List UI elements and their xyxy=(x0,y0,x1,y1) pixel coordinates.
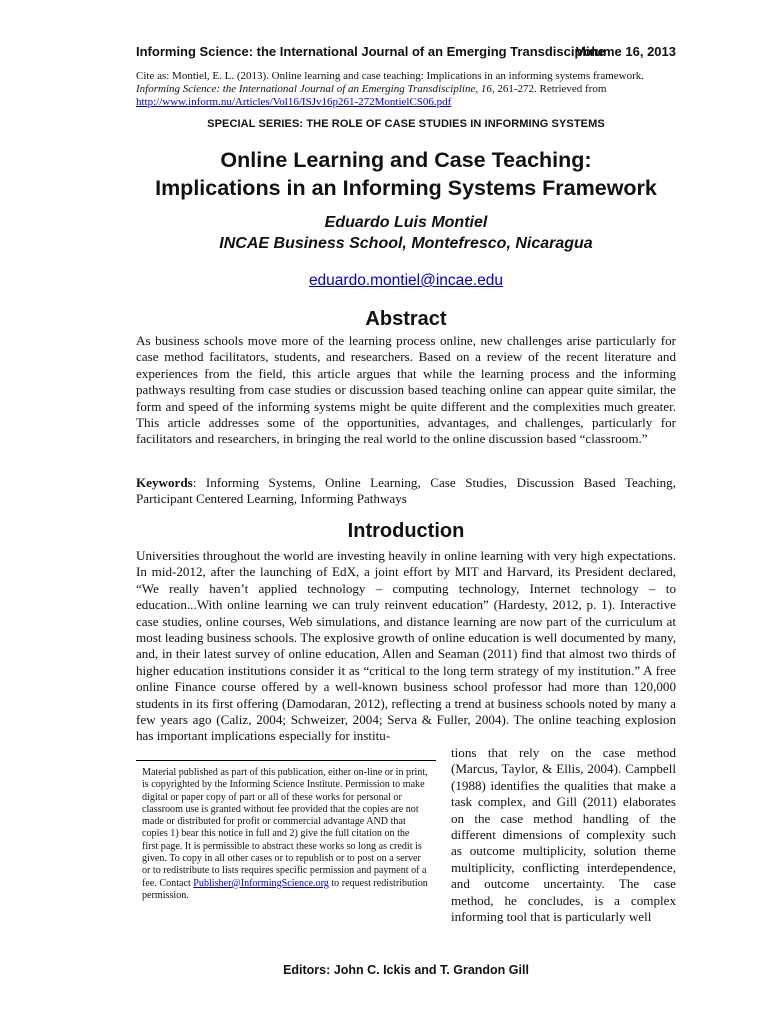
title-line-2: Implications in an Informing Systems Framework xyxy=(155,176,657,200)
title-line-1: Online Learning and Case Teaching: xyxy=(220,148,592,172)
introduction-continuation: tions that rely on the case method (Marcus, Taylor, & Ellis, 2004). Campbell (1988) identifies the qualities that make a task complex, and Gill (2011) elaborates on the case method handling of the different dimensions of complexity such as outcome multiplicity, solution theme multiplicity, conflicting interdependence, and outcome uncertainty. The case method, he concludes, is a complex informing tool that is particularly well xyxy=(451,745,676,925)
citation xyxy=(136,70,676,109)
copyright-text xyxy=(142,767,428,902)
citation-journal: Informing Science: the International Journal of an Emerging Transdiscipline, 16, xyxy=(136,83,495,95)
abstract-heading: Abstract xyxy=(365,308,447,330)
copyright-suffix: to request redistribution permission. xyxy=(142,877,428,901)
introduction-heading: Introduction xyxy=(347,520,465,542)
journal-name: Informing Science: xyxy=(136,44,254,59)
citation-prefix: Cite as: Montiel, E. L. (2013). Online learning and case teaching: Implications in an informing systems framework. xyxy=(136,70,645,82)
editors-footer: Editors: John C. Ickis and T. Grandon Gill xyxy=(283,963,529,977)
email-link[interactable]: eduardo.montiel@incae.edu xyxy=(308,272,504,289)
copyright-body: Material published as part of this publication, either on-line or in print, is copyrighted by the Informing Science Institute. Permission to make digital or paper copy of part or all of these works for personal or classroom use is granted without fee provided that the copies are not made or distributed for profit or commercial advantage AND that copies 1) bear this notice in full and 2) give the full citation on the first page. It is permissible to abstract these works so long as credit is given. To copy in all other cases or to republish or to post on a server or to redistribute to lists requires specific permission and payment of a fee. Contact xyxy=(142,767,428,889)
keywords xyxy=(136,475,676,508)
paper-title xyxy=(96,146,716,202)
author-name: Eduardo Luis Montiel xyxy=(324,214,488,231)
citation-pages: 261-272. Retrieved from xyxy=(494,83,607,95)
copyright-notice xyxy=(136,760,436,902)
citation-url-link[interactable]: http://www.inform.nu/Articles/Vol16/ISJv16p261-272MontielCS06.pdf xyxy=(136,96,452,108)
author-email xyxy=(96,272,716,290)
special-series-label: SPECIAL SERIES: THE ROLE OF CASE STUDIES IN INFORMING SYSTEMS xyxy=(207,118,605,130)
keywords-label: Keywords xyxy=(136,475,193,490)
journal-volume: Volume 16, 2013 xyxy=(575,44,676,59)
introduction-text: Universities throughout the world are investing heavily in online learning with very high expectations. In mid-2012, after the launching of EdX, a joint effort by MIT and Harvard, its President declared, “We really haven’t applied technology – computing technology, Internet technology – to education...With online learning we can truly reinvent education” (Hardesty, 2012, p. 1). Interactive case studies, online courses, Web simulations, and distance learning are now part of the curriculum at most leading business schools. The explosive growth of online education is well documented by many, and, in their latest survey of online education, Allen and Seaman (2011) find that almost two thirds of higher education institutions consider it as “critical to the long term strategy of my institution.” A free online Finance course offered by a well-known business school professor had more than 120,000 students in its first offering (Damodaran, 2012), reflecting a trend at business schools noted by many a few years ago (Caliz, 2004; Schweizer, 2004; Serva & Fuller, 2004). The online teaching explosion has important implications especially for institu- xyxy=(136,548,676,744)
journal-header xyxy=(136,44,676,59)
publisher-email-link[interactable]: Publisher@InformingScience.org xyxy=(193,877,329,889)
author-affiliation: INCAE Business School, Montefresco, Nicaragua xyxy=(219,235,593,252)
abstract-text: As business schools move more of the learning process online, new challenges arise particularly for case method facilitators, students, and researchers. Based on a review of the recent literature and experiences from the field, this article argues that while the learning process and the informing pathways resulting from case studies or discussion based teaching online can appear quite similar, the form and speed of the informing systems might be quite different and the complexities much greater. This article addresses some of the opportunities, advantages, and challenges, particularly for facilitators and researchers, in bringing the real world to the online discussion based “classroom.” xyxy=(136,333,676,447)
keywords-text: : Informing Systems, Online Learning, Case Studies, Discussion Based Teaching, Participant Centered Learning, Informing Pathways xyxy=(136,475,676,507)
journal-subtitle: the International Journal of an Emerging Transdiscipline xyxy=(256,44,605,59)
author-block xyxy=(96,212,716,254)
